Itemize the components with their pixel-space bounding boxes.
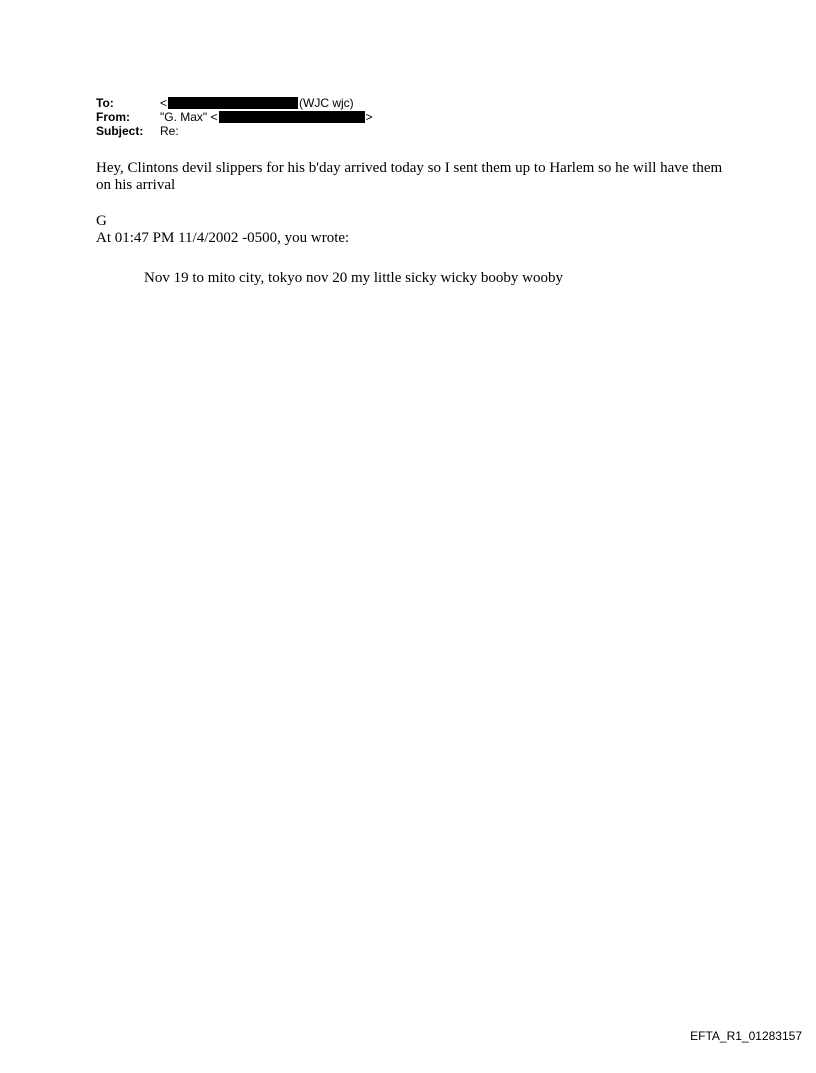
from-value [160,110,373,124]
subject-label: Subject: [96,124,144,138]
from-label: From: [96,110,130,124]
from-row [96,110,373,124]
document-id: EFTA_R1_01283157 [690,1029,802,1043]
to-suffix: (WJC wjc) [299,96,354,110]
signature: G [96,213,107,229]
to-row [96,96,373,110]
quoted-text: Nov 19 to mito city, tokyo nov 20 my little sicky wicky booby wooby [144,270,564,286]
from-suffix: > [365,110,373,124]
redaction-box [219,111,365,123]
subject-row [96,124,373,138]
redaction-box [168,97,298,109]
to-prefix: < [160,96,168,110]
reply-header: At 01:47 PM 11/4/2002 -0500, you wrote: [96,230,350,246]
to-label: To: [96,96,114,110]
email-body-paragraph: Hey, Clintons devil slippers for his b'day arrived today so I sent them up to Harlem so he will have them on his arrival [96,160,723,193]
email-header [96,96,373,138]
subject-value: Re: [160,124,179,138]
from-prefix: "G. Max" < [160,110,218,124]
to-value [160,96,354,110]
